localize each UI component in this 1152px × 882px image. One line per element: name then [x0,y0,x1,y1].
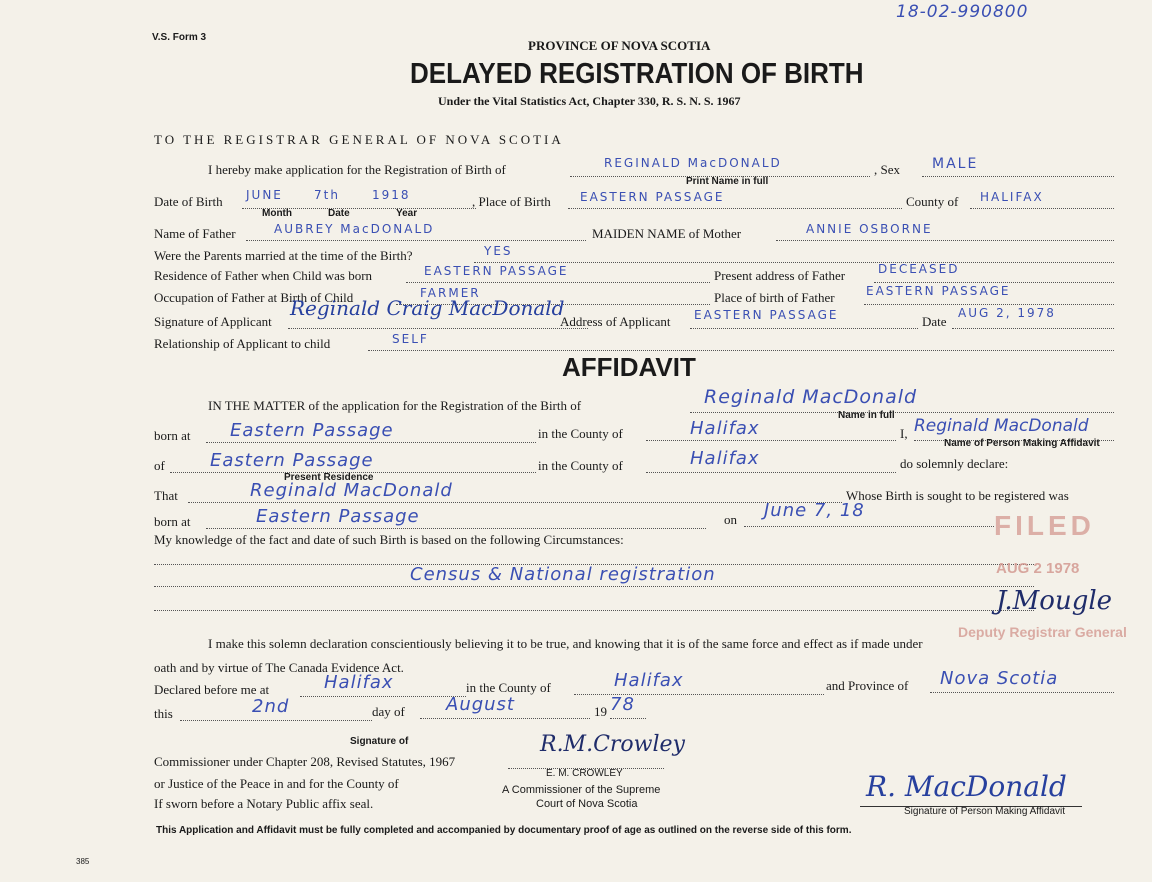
label-day-of: day of [372,704,405,719]
label-place-of-birth: , Place of Birth [472,194,551,209]
dob-year: 1918 [372,188,411,202]
date-applied-line [952,328,1114,329]
declaration-line-1: I make this solemn declaration conscientiously believing it to be true, and knowing that it is of the same force and effect as if made under [208,636,923,651]
county-line [970,208,1114,209]
residence-line [406,282,710,283]
circumstances-value: Census & National registration [410,564,716,585]
residence-value: EASTERN PASSAGE [424,264,569,278]
label-apply: I hereby make application for the Registration of Birth of [208,162,506,177]
province-line [930,692,1114,693]
in-county-line [646,440,896,441]
circumstance-line-2 [154,586,1034,587]
married-line [474,262,1114,263]
label-knowledge: My knowledge of the fact and date of such Birth is based on the following Circumstances: [154,532,624,547]
dob-month: JUNE [246,188,283,202]
label-print-name: Print Name in full [686,176,769,187]
province-heading: PROVINCE OF NOVA SCOTIA [528,38,711,53]
label-this: this [154,706,173,721]
born-at-2-line [206,528,706,529]
label-born-at: born at [154,428,191,443]
label-declared: Declared before me at [154,682,270,697]
sex-value: MALE [932,156,979,172]
filed-stamp-word: FILED [994,510,1095,541]
label-county-3: in the County of [466,680,551,695]
label-present-residence: Present Residence [284,472,374,483]
commissioner-signature: R.M.Crowley [540,732,685,757]
label-province: and Province of [826,678,909,693]
label-sex: , Sex [874,162,900,177]
declared-province: Nova Scotia [940,668,1059,689]
sex-line [922,176,1114,177]
that-line [188,502,842,503]
married-value: YES [484,244,513,258]
label-date-applied: Date [922,314,947,329]
declared-county: Halifax [614,670,684,691]
relationship-value: SELF [392,332,429,346]
label-month: Month [262,208,292,219]
label-year-prefix: 19 [594,704,607,719]
born-at-value: Eastern Passage [230,420,394,441]
year-line [610,718,646,719]
label-father-birthplace: Place of birth of Father [714,290,835,305]
deponent-name: Reginald MacDonald [914,416,1089,436]
page-subtitle: Under the Vital Statistics Act, Chapter 330, R. S. N. S. 1967 [438,94,741,108]
father-birthplace-line [864,304,1114,305]
label-notary: If sworn before a Notary Public affix seal. [154,796,374,811]
commissioner-stamp-title: A Commissioner of the Supreme [502,784,661,796]
date-applied: AUG 2, 1978 [958,306,1056,320]
filed-stamp-role: Deputy Registrar General [958,624,1127,640]
applicant-signature: Reginald Craig MacDonald [290,296,565,320]
label-year: Year [396,208,418,219]
label-i: I, [900,426,908,441]
label-solemnly-declare: do solemnly declare: [900,456,1009,471]
relationship-line [368,350,1114,351]
declared-line [300,696,466,697]
affidavit-child-name: Reginald MacDonald [704,386,918,408]
label-deponent: Name of Person Making Affidavit [944,438,1100,449]
signature-line [288,328,588,329]
matter-line [690,412,1114,413]
circumstance-line-3 [154,610,1034,611]
day-line [180,720,372,721]
commissioner-stamp-name: E. M. CROWLEY [546,768,623,779]
that-name: Reginald MacDonald [250,480,453,501]
county-value: HALIFAX [980,190,1044,204]
mother-name: ANNIE OSBORNE [806,222,933,236]
label-father: Name of Father [154,226,236,241]
page-title: DELAYED REGISTRATION OF BIRTH [410,56,864,90]
declared-at: Halifax [324,672,394,693]
label-of: of [154,458,165,473]
label-born-at-2: born at [154,514,191,529]
applicant-address: EASTERN PASSAGE [694,308,839,322]
registration-number: 18-02-990800 [896,2,1029,22]
born-at-line [206,442,536,443]
label-date: Date [328,208,350,219]
declared-day: 2nd [252,696,290,717]
father-name: AUBREY MacDONALD [274,222,435,236]
commissioner-stamp-court: Court of Nova Scotia [536,798,638,810]
label-county: County of [906,194,959,209]
label-relationship: Relationship of Applicant to child [154,336,331,351]
dob-date: 7th [314,188,340,202]
declared-year: 78 [610,694,635,715]
label-deponent-signature: Signature of Person Making Affidavit [904,806,1066,817]
footer-note: This Application and Affidavit must be fully completed and accompanied by documentary proof of age as outlined on the reverse side of this form. [156,825,852,836]
registrar-signature: J.Mougle [996,586,1113,616]
child-name: REGINALD MacDONALD [604,156,782,170]
label-signature: Signature of Applicant [154,314,272,329]
on-line [744,526,994,527]
present-line [874,282,1114,283]
declaration-line-2: oath and by virtue of The Canada Evidence Act. [154,660,404,675]
label-married: Were the Parents married at the time of the Birth? [154,248,413,263]
label-whose-birth: Whose Birth is sought to be registered was [846,488,1069,503]
county-affidavit-2: Halifax [690,448,760,469]
label-in-county: in the County of [538,426,623,441]
label-on: on [724,512,737,527]
label-commissioner: Commissioner under Chapter 208, Revised Statutes, 1967 [154,754,456,769]
county-affidavit: Halifax [690,418,760,439]
to-line: TO THE REGISTRAR GENERAL OF NOVA SCOTIA [154,132,564,147]
label-occupation: Occupation of Father at Birth of Child [154,290,354,305]
label-matter: IN THE MATTER of the application for the Registration of the Birth of [208,398,582,413]
label-signature-of: Signature of [350,736,409,747]
filed-stamp-date: AUG 2 1978 [996,560,1080,577]
affidavit-heading: AFFIDAVIT [562,352,696,382]
label-name-in-full: Name in full [838,410,895,421]
label-dob: Date of Birth [154,194,223,209]
father-birthplace: EASTERN PASSAGE [866,284,1011,298]
form-id: V.S. Form 3 [152,32,207,43]
label-justice: or Justice of the Peace in and for the County of [154,776,399,791]
label-mother: MAIDEN NAME of Mother [592,226,742,241]
father-line [246,240,586,241]
label-present-address: Present address of Father [714,268,846,283]
present-address: DECEASED [878,262,960,276]
label-applicant-address: Address of Applicant [560,314,671,329]
place-of-birth: EASTERN PASSAGE [580,190,725,204]
place-line [568,208,902,209]
month-line [420,718,590,719]
deponent-signature: R. MacDonald [866,770,1067,803]
applicant-address-line [690,328,918,329]
in-county-2-line [646,472,896,473]
mother-line [776,240,1114,241]
occupation-value: FARMER [420,286,481,300]
label-residence: Residence of Father when Child was born [154,268,373,283]
corner-code: 385 [76,857,90,866]
label-in-county-2: in the County of [538,458,623,473]
residence-affidavit: Eastern Passage [210,450,374,471]
declared-month: August [446,694,515,715]
birth-date-affidavit: June 7, 18 [764,500,865,521]
label-that: That [154,488,178,503]
born-at-value-2: Eastern Passage [256,506,420,527]
